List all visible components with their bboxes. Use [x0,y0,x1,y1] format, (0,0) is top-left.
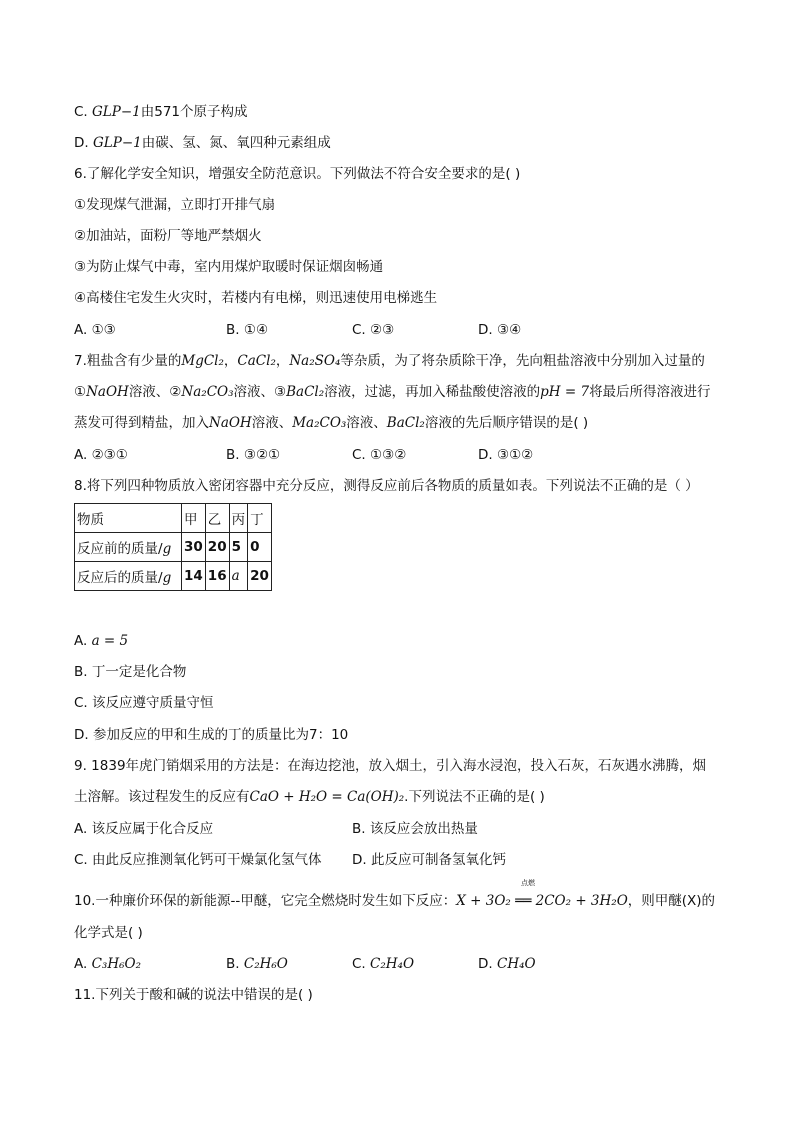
table-cell: a [229,562,248,591]
q9-option-d: D. 此反应可制备氢氧化钙 [352,852,506,868]
table-cell: 16 [205,562,229,591]
q7-option-d: D. ③①② [478,447,534,463]
table-header-row [75,504,272,533]
q8-option-b: B. 丁一定是化合物 [74,664,187,680]
table-cell: 20 [205,533,229,562]
q6-option-b: B. ①④ [226,322,269,338]
table-cell: 甲 [182,504,206,533]
table-row [75,562,272,591]
q6-item-3: ③为防止煤气中毒，室内用煤炉取暖时保证烟囱畅通 [74,259,384,275]
table-cell: 5 [229,533,248,562]
q8-stem: 8.将下列四种物质放入密闭容器中充分反应，测得反应前后各物质的质量如表。下列说法不正确的是（ ） [74,478,699,494]
table-cell: 30 [182,533,206,562]
q9-option-b: B. 该反应会放出热量 [352,821,478,837]
table-cell: 反应前的质量/g [75,533,182,562]
q8-option-d: D. 参加反应的甲和生成的丁的质量比为7：10 [74,727,349,743]
q9-stem-line-2: 土溶解。该过程发生的反应有CaO + H₂O = Ca(OH)₂.下列说法不正确的是( ) [74,789,545,805]
q10-option-b: B. C₂H₆O [226,956,288,972]
q8-mass-table [74,503,272,591]
table-cell: 0 [248,533,272,562]
q6-stem: 6.了解化学安全知识，增强安全防范意识。下列做法不符合安全要求的是( ) [74,166,521,182]
q6-item-4: ④高楼住宅发生火灾时，若楼内有电梯，则迅速使用电梯逃生 [74,290,438,306]
q7-stem-line-1: 7.粗盐含有少量的MgCl₂，CaCl₂，Na₂SO₄等杂质，为了将杂质除干净，先向粗盐溶液中分别加入过量的 [74,353,705,369]
q10-option-d: D. CH₄O [478,956,536,972]
q10-option-c: C. C₂H₄O [352,956,415,972]
q8-option-c: C. 该反应遵守质量守恒 [74,695,214,711]
q5-option-c: C. GLP−1由571个原子构成 [74,104,248,120]
table-cell: 20 [248,562,272,591]
q7-stem-line-3: 蒸发可得到精盐，加入NaOH溶液、Ma₂CO₃溶液、BaCl₂溶液的先后顺序错误的是( ) [74,415,589,431]
q6-option-d: D. ③④ [478,322,522,338]
q10-stem-line-1: 10.一种廉价环保的新能源--甲醚，它完全燃烧时发生如下反应：X + 3O₂ ══ 2CO₂ + 3H₂O，则甲醚(X)的 [74,893,716,909]
table-cell: 丁 [248,504,272,533]
q8-option-a: A. a = 5 [74,633,129,649]
q10-stem-line-2: 化学式是( ) [74,925,143,941]
q9-option-c: C. 由此反应推测氧化钙可干燥氯化氢气体 [74,852,322,868]
q7-stem-line-2: ①NaOH溶液、②Na₂CO₃溶液、③BaCl₂溶液，过滤，再加入稀盐酸使溶液的pH = 7将最后所得溶液进行 [74,384,711,400]
table-cell: 丙 [229,504,248,533]
table-cell: 物质 [75,504,182,533]
q6-item-2: ②加油站，面粉厂等地严禁烟火 [74,228,262,244]
reaction-condition: 点燃 [521,879,535,887]
table-cell: 反应后的质量/g [75,562,182,591]
table-row [75,533,272,562]
q7-option-c: C. ①③② [352,447,407,463]
q6-item-1: ①发现煤气泄漏，立即打开排气扇 [74,197,276,213]
q9-option-a: A. 该反应属于化合反应 [74,821,214,837]
q6-option-c: C. ②③ [352,322,395,338]
q6-option-a: A. ①③ [74,322,116,338]
q11-stem: 11.下列关于酸和碱的说法中错误的是( ) [74,987,313,1003]
q9-stem-line-1: 9. 1839年虎门销烟采用的方法是：在海边挖池，放入烟土，引入海水浸泡，投入石灰，石灰遇水沸腾，烟 [74,758,707,774]
q7-option-b: B. ③②① [226,447,281,463]
q10-option-a: A. C₃H₆O₂ [74,956,141,972]
table-cell: 14 [182,562,206,591]
table-cell: 乙 [205,504,229,533]
q7-option-a: A. ②③① [74,447,128,463]
q5-option-d: D. GLP−1由碳、氢、氮、氧四种元素组成 [74,135,331,151]
